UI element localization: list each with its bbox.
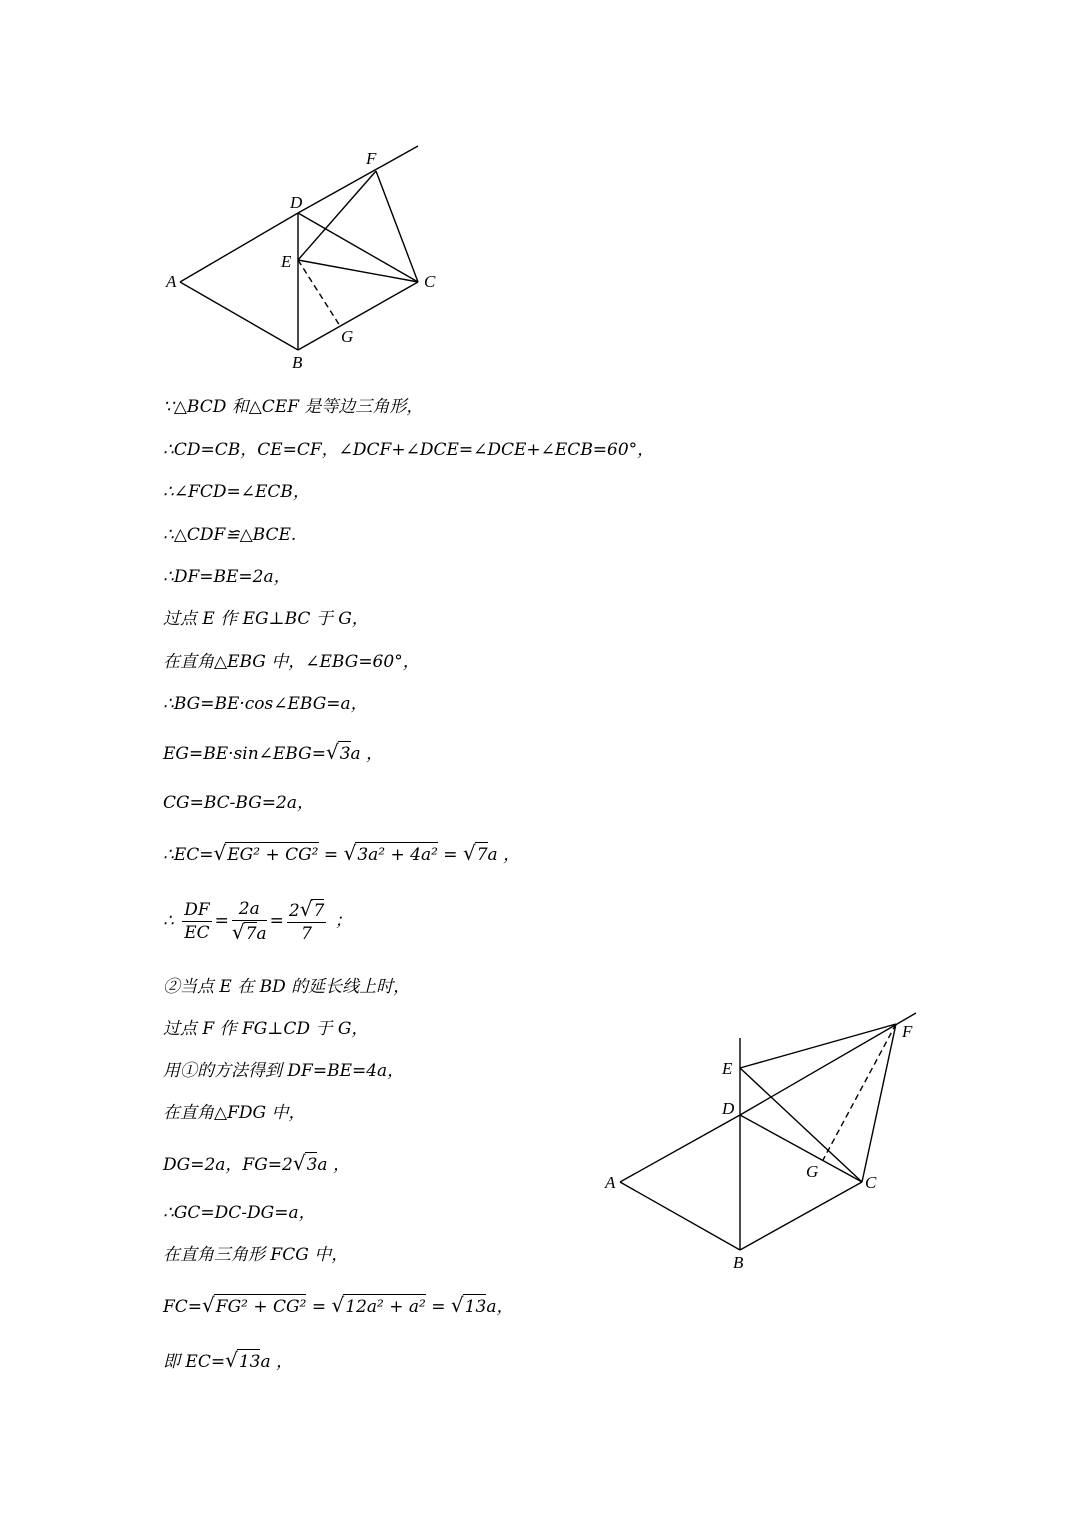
solution-line-20: FC=√FG² + CG² = √12a² + a² = √13a， [163, 1293, 514, 1317]
dg-fg-expression: DG=2a，FG=2 [163, 1155, 293, 1175]
label-G: G [806, 1162, 819, 1181]
ray-DF [740, 1013, 916, 1115]
fraction-result [287, 898, 326, 945]
sqrt-7-num: 7 [313, 901, 325, 921]
label-B: B [292, 353, 303, 372]
label-E: E [722, 1059, 733, 1078]
numerator-2sqrt7: 2√7 [288, 897, 325, 921]
solution-line-18: ∴GC=DC-DG=a， [163, 1203, 316, 1223]
segment-EF [740, 1024, 896, 1068]
equals-1: = [318, 845, 344, 865]
fc-prefix: FC= [163, 1297, 203, 1317]
solution-line-14: 过点 F 作 FG⊥CD 于 G， [163, 1019, 369, 1039]
ec-suffix: a ， [260, 1352, 294, 1372]
sqrt-3a2-4a2: 3a² + 4a² [355, 842, 438, 867]
label-F: F [366, 149, 377, 168]
solution-line-15: 用①的方法得到 DF=BE=4a， [163, 1061, 405, 1081]
segment-EG-dashed [298, 260, 340, 326]
solution-line-1: ∵△BCD 和△CEF 是等边三角形， [163, 397, 424, 417]
sqrt-fg2-cg2: FG² + CG² [214, 1294, 307, 1319]
solution-line-3: ∴∠FCD=∠ECB， [163, 482, 310, 502]
fg-suffix: a ， [317, 1155, 350, 1175]
den-a: a [256, 924, 267, 944]
geometry-figure-2 [600, 1005, 930, 1275]
equals-1: = [306, 1297, 332, 1317]
sqrt-3: 3 [338, 741, 351, 766]
solution-line-9: EG=BE·sin∠EBG=√3a ， [163, 740, 384, 764]
fc-suffix: a， [486, 1297, 514, 1317]
solution-line-5: ∴DF=BE=2a， [163, 567, 291, 587]
sqrt-13: 13 [237, 1349, 261, 1374]
denominator-ec: EC [184, 923, 210, 943]
solution-line-17: DG=2a，FG=2√3a ， [163, 1151, 350, 1175]
sqrt-12a2-a2: 12a² + a² [343, 1294, 426, 1319]
therefore-sign: ∴ [163, 911, 174, 931]
sqrt-7: 7 [475, 842, 488, 867]
segment-EF [298, 171, 376, 260]
label-D: D [290, 193, 303, 212]
denominator-sqrt7a: √7a [231, 920, 267, 944]
numerator-2a: 2a [232, 898, 267, 921]
label-B: B [733, 1253, 744, 1272]
fraction-2a-sqrt7a [232, 898, 267, 945]
label-G: G [341, 327, 354, 346]
sqrt-eg2-cg2: EG² + CG² [225, 842, 318, 867]
solution-line-8: ∴BG=BE·cos∠EBG=a， [163, 694, 368, 714]
segment-BC [740, 1182, 862, 1250]
segment-BC [298, 282, 418, 350]
solution-line-12: ∴ $\frac{DF}{EC}$ = $\frac{2a}{√7a}$ = $\frac{2√7}{7}$ ； [163, 897, 352, 944]
segment-FC [376, 171, 418, 282]
semicolon: ； [334, 911, 352, 931]
label-C: C [865, 1173, 877, 1192]
label-E: E [281, 252, 292, 271]
solution-line-16: 在直角△FDG 中， [163, 1103, 306, 1123]
segment-FC [862, 1024, 896, 1182]
sqrt-7-den: 7 [245, 924, 257, 944]
ec-suffix: a ， [487, 845, 521, 865]
label-C: C [424, 272, 436, 291]
segment-FG-dashed [823, 1024, 896, 1160]
segment-AB [620, 1182, 740, 1250]
solution-line-2: ∴CD=CB，CE=CF，∠DCF+∠DCE=∠DCE+∠ECB=60°， [163, 440, 655, 460]
ray-DF [298, 146, 418, 213]
sqrt-13: 13 [463, 1294, 487, 1319]
solution-line-13: ②当点 E 在 BD 的延长线上时， [163, 977, 411, 997]
numerator-df: DF [184, 900, 210, 920]
eg-expression: EG=BE·sin∠EBG= [163, 744, 326, 764]
eg-suffix: a ， [350, 744, 384, 764]
label-F: F [902, 1022, 913, 1041]
segment-AD [620, 1115, 740, 1182]
solution-line-11: ∴EC=√EG² + CG² = √3a² + 4a² = √7a ， [163, 841, 521, 865]
fraction-df-ec [182, 899, 211, 944]
segment-AB [180, 282, 298, 350]
geometry-figure-1 [150, 140, 450, 380]
segment-AD [180, 213, 298, 282]
sqrt-3: 3 [305, 1152, 318, 1177]
equals-2: = [437, 845, 463, 865]
denominator-7: 7 [301, 924, 312, 944]
solution-line-6: 过点 E 作 EG⊥BC 于 G， [163, 609, 369, 629]
ec-prefix: 即 EC= [163, 1352, 226, 1372]
solution-line-4: ∴△CDF≌△BCE. [163, 525, 297, 545]
solution-line-19: 在直角三角形 FCG 中， [163, 1245, 349, 1265]
label-A: A [166, 272, 177, 291]
coef-2: 2 [288, 901, 300, 921]
label-D: D [722, 1099, 735, 1118]
solution-line-10: CG=BC-BG=2a， [163, 793, 314, 813]
label-A: A [605, 1173, 616, 1192]
equals-2: = [425, 1297, 451, 1317]
ec-prefix: ∴EC= [163, 845, 214, 865]
solution-line-21: 即 EC=√13a ， [163, 1348, 294, 1372]
solution-line-7: 在直角△EBG 中，∠EBG=60°， [163, 652, 420, 672]
